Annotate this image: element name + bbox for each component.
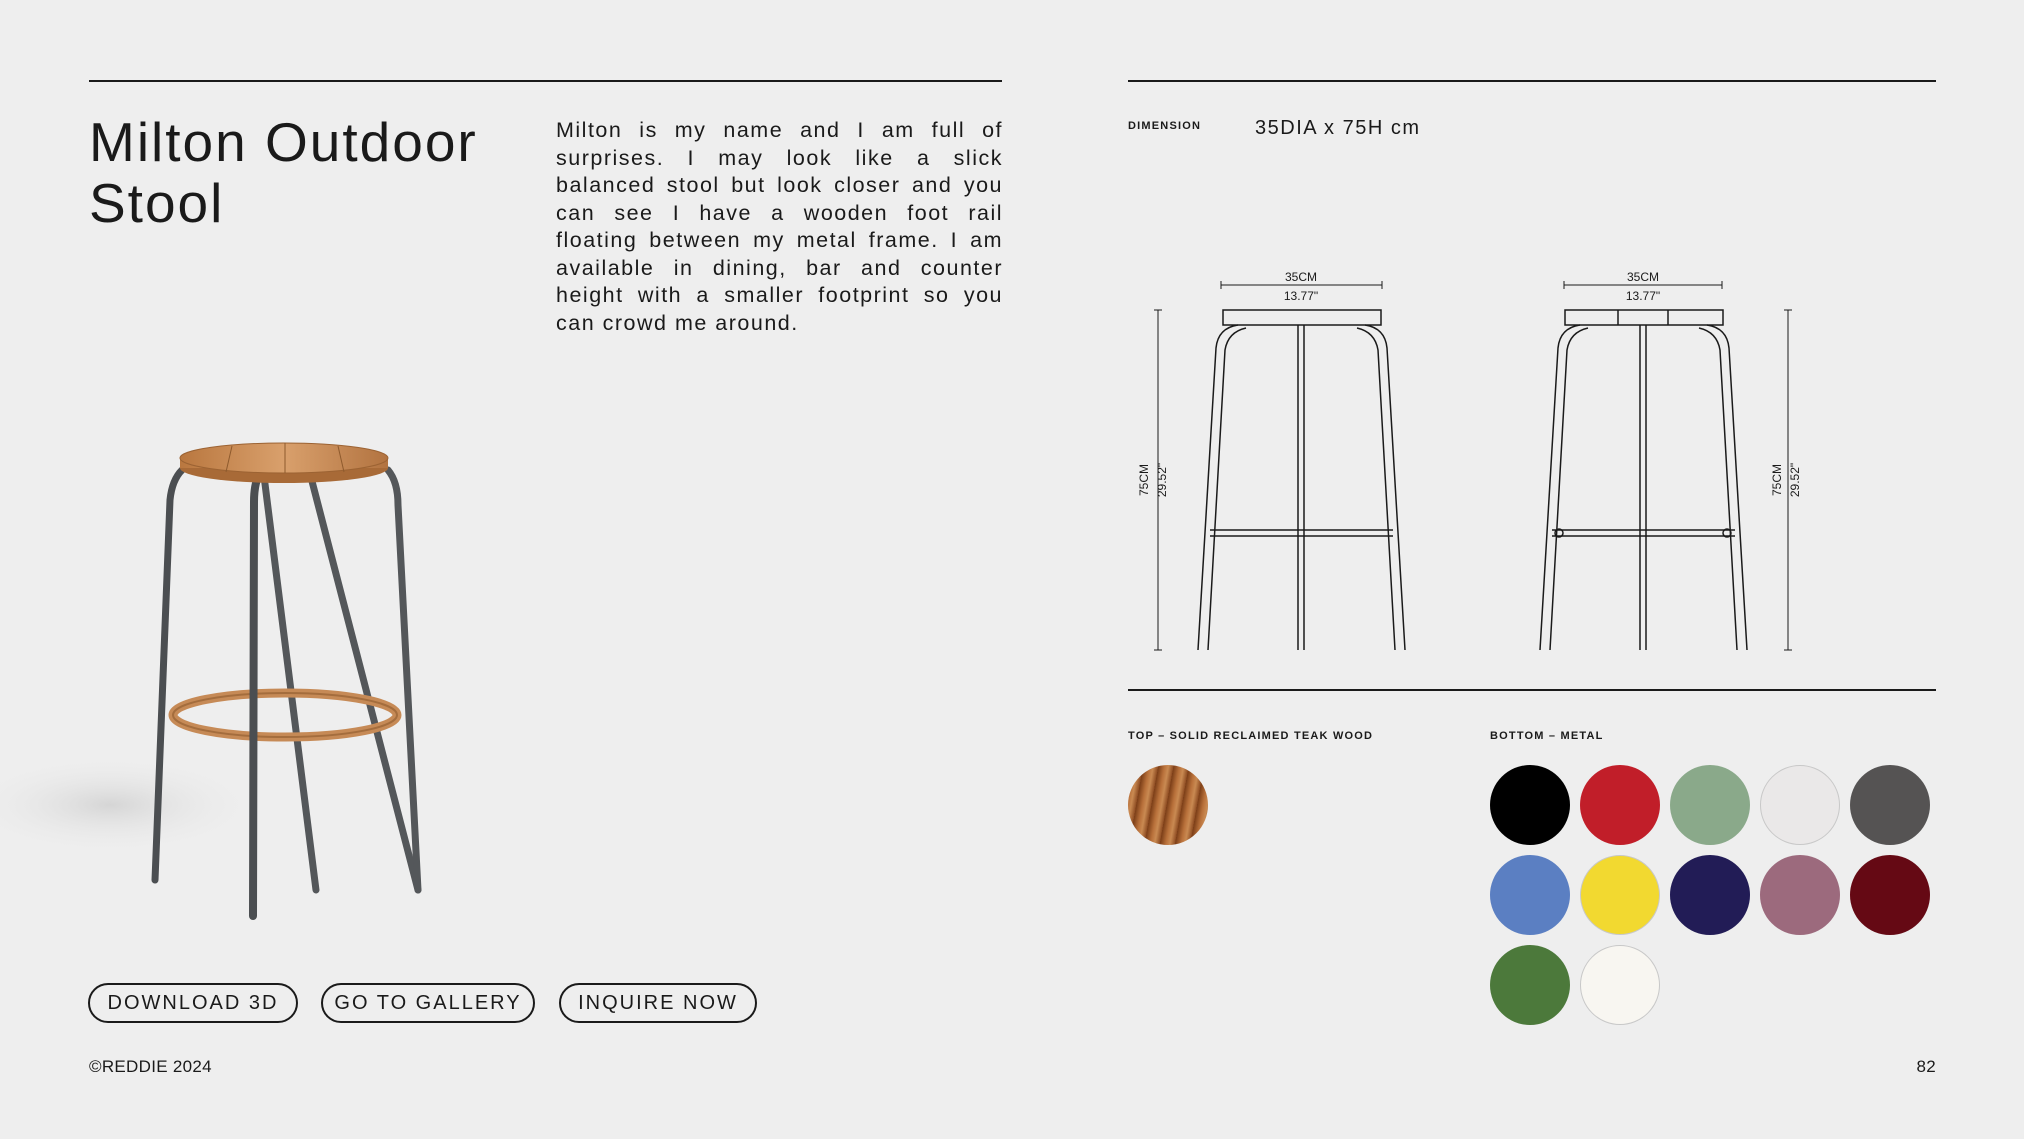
width-cm-label: 35CM xyxy=(1284,270,1318,284)
width-cm-label-2: 35CM xyxy=(1626,270,1660,284)
swatch-teak-wood[interactable] xyxy=(1128,765,1208,845)
front-view-drawing xyxy=(1154,281,1405,650)
page-number: 82 xyxy=(1916,1057,1936,1076)
side-view-drawing xyxy=(1540,281,1792,650)
top-rule-left xyxy=(89,80,1002,82)
swatch-yellow[interactable] xyxy=(1580,855,1660,935)
height-in-label: 29.52" xyxy=(1155,462,1169,498)
product-image xyxy=(0,410,450,930)
technical-drawing xyxy=(1128,260,1828,660)
height-cm-label: 75CM xyxy=(1137,463,1151,497)
width-in-label-2: 13.77" xyxy=(1625,289,1661,303)
width-in-label: 13.77" xyxy=(1283,289,1319,303)
go-to-gallery-button[interactable]: GO TO GALLERY xyxy=(321,983,535,1023)
dimension-label: DIMENSION xyxy=(1128,120,1202,132)
swatch-mauve[interactable] xyxy=(1760,855,1840,935)
product-title: Milton Outdoor Stool xyxy=(89,111,478,234)
materials-rule xyxy=(1128,689,1936,691)
swatch-navy[interactable] xyxy=(1670,855,1750,935)
top-rule-right xyxy=(1128,80,1936,82)
swatch-red[interactable] xyxy=(1580,765,1660,845)
bottom-material-label: BOTTOM – METAL xyxy=(1490,730,1604,742)
swatch-black[interactable] xyxy=(1490,765,1570,845)
top-material-label: TOP – SOLID RECLAIMED TEAK WOOD xyxy=(1128,730,1374,742)
swatch-light-grey[interactable] xyxy=(1760,765,1840,845)
product-description: Milton is my name and I am full of surprises. I may look like a slick balanced stool but look closer and you can see I have a wooden foot rail floating between my metal frame. I am available in dining, bar and counter height with a smaller footprint so you can crowd me around. xyxy=(556,118,1003,335)
height-in-label-2: 29.52" xyxy=(1788,462,1802,498)
download-3d-button[interactable]: DOWNLOAD 3D xyxy=(88,983,298,1023)
height-cm-label-2: 75CM xyxy=(1770,463,1784,497)
swatch-dark-grey[interactable] xyxy=(1850,765,1930,845)
inquire-now-button[interactable]: INQUIRE NOW xyxy=(559,983,757,1023)
swatch-off-white[interactable] xyxy=(1580,945,1660,1025)
swatch-cornflower-blue[interactable] xyxy=(1490,855,1570,935)
swatch-sage-green[interactable] xyxy=(1670,765,1750,845)
stool-shadow xyxy=(0,755,260,855)
swatch-burgundy[interactable] xyxy=(1850,855,1930,935)
dimension-value: 35DIA x 75H cm xyxy=(1255,117,1421,139)
copyright: ©REDDIE 2024 xyxy=(89,1057,212,1076)
swatch-green[interactable] xyxy=(1490,945,1570,1025)
